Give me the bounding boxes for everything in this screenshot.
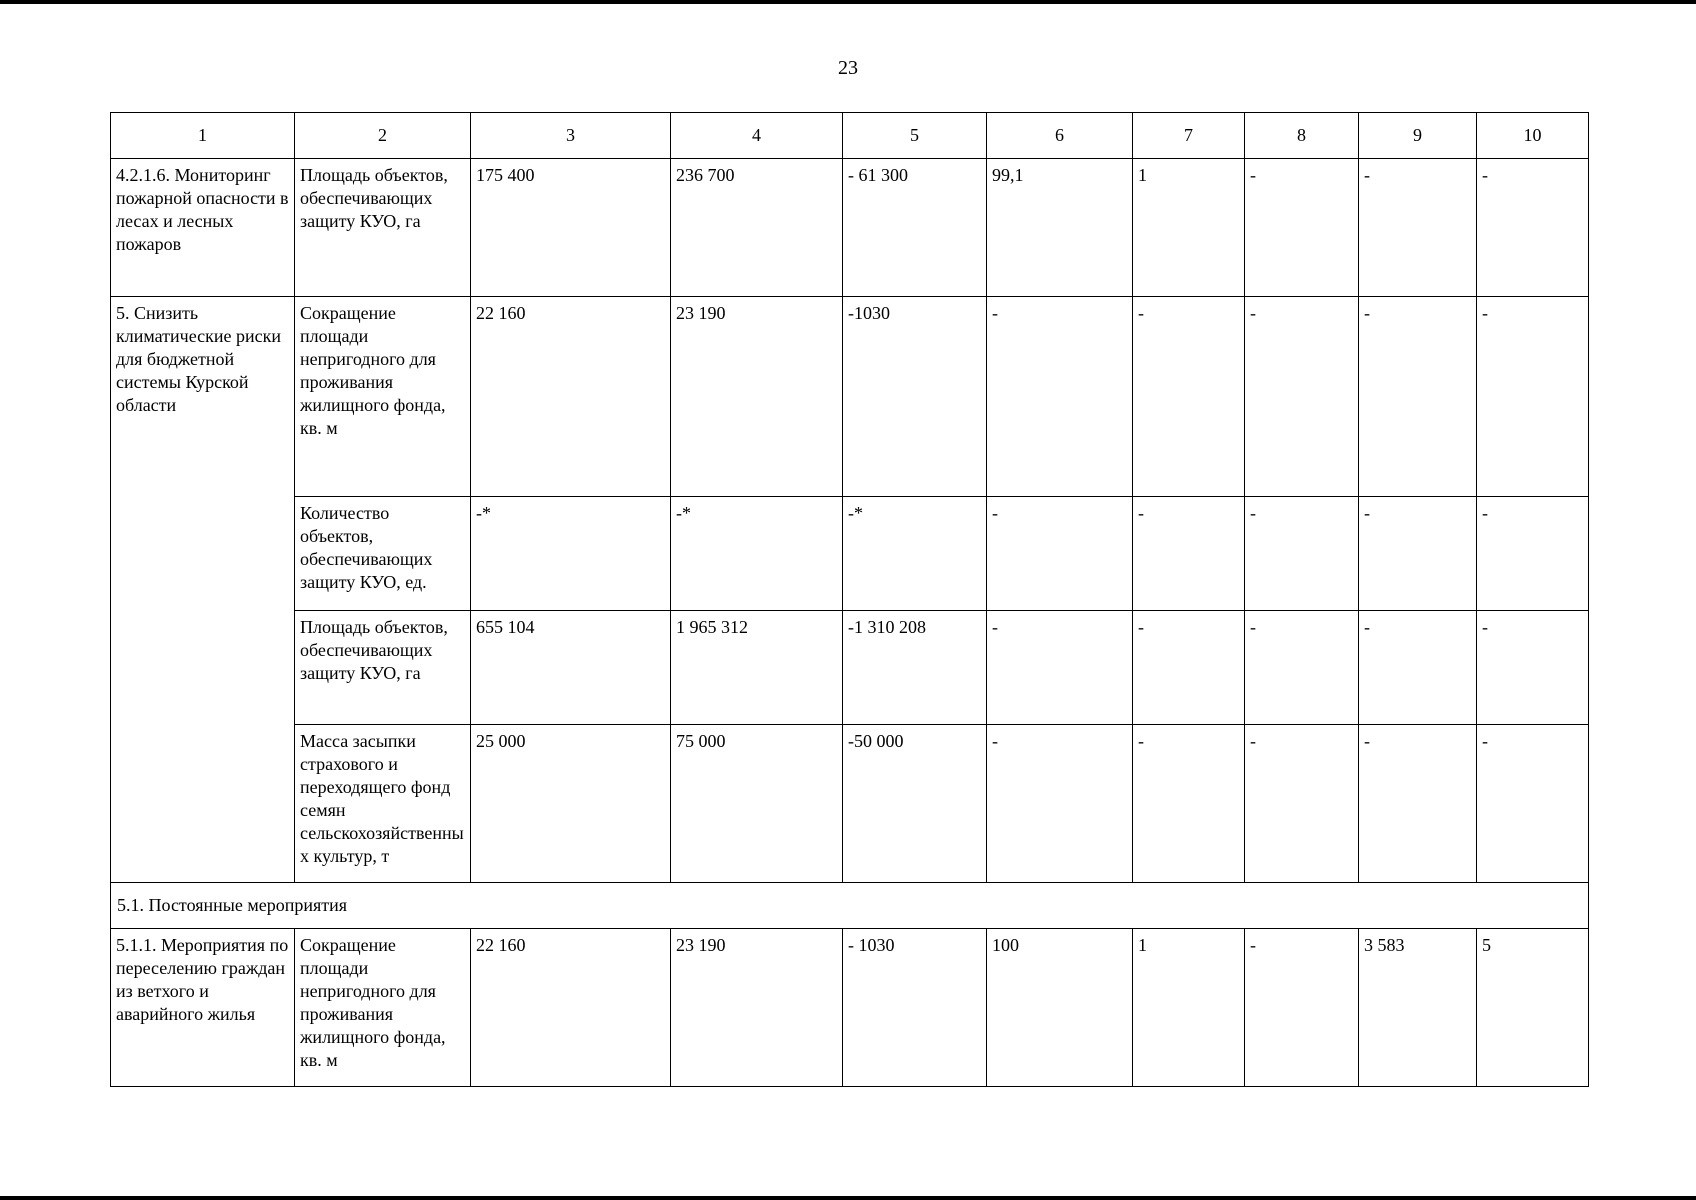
- value-cell: -: [1359, 611, 1477, 725]
- value-cell: -: [1359, 497, 1477, 611]
- value-cell: -: [1477, 159, 1589, 297]
- value-cell: 23 190: [671, 297, 843, 497]
- value-cell: -: [1477, 297, 1589, 497]
- table-row: [111, 497, 1589, 611]
- activity-cell: 5.1.1. Мероприятия по переселению граждан из ветхого и аварийного жилья: [111, 929, 295, 1087]
- header-cell: 5: [843, 113, 987, 159]
- value-cell: -: [1359, 297, 1477, 497]
- value-cell: -*: [843, 497, 987, 611]
- value-cell: 175 400: [471, 159, 671, 297]
- value-cell: 22 160: [471, 297, 671, 497]
- section-row: [111, 883, 1589, 929]
- value-cell: - 61 300: [843, 159, 987, 297]
- value-cell: -*: [471, 497, 671, 611]
- value-cell: -: [987, 725, 1133, 883]
- value-cell: -: [1477, 497, 1589, 611]
- table-row: [111, 929, 1589, 1087]
- value-cell: -: [1245, 297, 1359, 497]
- value-cell: 22 160: [471, 929, 671, 1087]
- value-cell: 3 583: [1359, 929, 1477, 1087]
- header-cell: 10: [1477, 113, 1589, 159]
- activity-cell: 4.2.1.6. Мониторинг пожарной опасности в лесах и лесных пожаров: [111, 159, 295, 297]
- page-bottom-border: [0, 1196, 1696, 1200]
- value-cell: 1: [1133, 929, 1245, 1087]
- header-cell: 7: [1133, 113, 1245, 159]
- value-cell: 655 104: [471, 611, 671, 725]
- value-cell: -: [1477, 725, 1589, 883]
- indicator-cell: Сокращение площади непригодного для проживания жилищного фонда, кв. м: [295, 929, 471, 1087]
- value-cell: -1030: [843, 297, 987, 497]
- value-cell: 1: [1133, 159, 1245, 297]
- table-row: [111, 725, 1589, 883]
- value-cell: - 1030: [843, 929, 987, 1087]
- indicator-cell: Площадь объектов, обеспечивающих защиту КУО, га: [295, 611, 471, 725]
- indicator-cell: Площадь объектов, обеспечивающих защиту КУО, га: [295, 159, 471, 297]
- value-cell: 99,1: [987, 159, 1133, 297]
- value-cell: -: [1245, 497, 1359, 611]
- indicator-cell: Сокращение площади непригодного для проживания жилищного фонда, кв. м: [295, 297, 471, 497]
- indicator-cell: Количество объектов, обеспечивающих защиту КУО, ед.: [295, 497, 471, 611]
- header-cell: 3: [471, 113, 671, 159]
- indicators-table: [110, 112, 1589, 1087]
- value-cell: 5: [1477, 929, 1589, 1087]
- header-cell: 9: [1359, 113, 1477, 159]
- value-cell: -50 000: [843, 725, 987, 883]
- indicator-cell: Масса засыпки страхового и переходящего фонд семян сельскохозяйственных культур, т: [295, 725, 471, 883]
- value-cell: 25 000: [471, 725, 671, 883]
- page-top-border: [0, 0, 1696, 4]
- goal-cell: 5. Снизить климатические риски для бюджетной системы Курской области: [111, 297, 295, 883]
- value-cell: 75 000: [671, 725, 843, 883]
- section-heading: 5.1. Постоянные мероприятия: [111, 883, 1589, 929]
- header-cell: 1: [111, 113, 295, 159]
- table-header-row: [111, 113, 1589, 159]
- value-cell: -: [1133, 297, 1245, 497]
- header-cell: 4: [671, 113, 843, 159]
- value-cell: 1 965 312: [671, 611, 843, 725]
- value-cell: -: [987, 497, 1133, 611]
- value-cell: -: [1133, 497, 1245, 611]
- table-row: [111, 297, 1589, 497]
- table-row: [111, 159, 1589, 297]
- value-cell: -: [1245, 159, 1359, 297]
- value-cell: -1 310 208: [843, 611, 987, 725]
- value-cell: -: [1359, 159, 1477, 297]
- value-cell: -: [1245, 929, 1359, 1087]
- value-cell: -: [1245, 725, 1359, 883]
- value-cell: -: [1245, 611, 1359, 725]
- header-cell: 8: [1245, 113, 1359, 159]
- value-cell: -: [1477, 611, 1589, 725]
- header-cell: 2: [295, 113, 471, 159]
- value-cell: -*: [671, 497, 843, 611]
- value-cell: 100: [987, 929, 1133, 1087]
- value-cell: 236 700: [671, 159, 843, 297]
- value-cell: -: [987, 611, 1133, 725]
- header-cell: 6: [987, 113, 1133, 159]
- table-row: [111, 611, 1589, 725]
- value-cell: -: [1133, 611, 1245, 725]
- value-cell: -: [1359, 725, 1477, 883]
- page-number: 23: [838, 57, 858, 79]
- value-cell: -: [1133, 725, 1245, 883]
- value-cell: 23 190: [671, 929, 843, 1087]
- value-cell: -: [987, 297, 1133, 497]
